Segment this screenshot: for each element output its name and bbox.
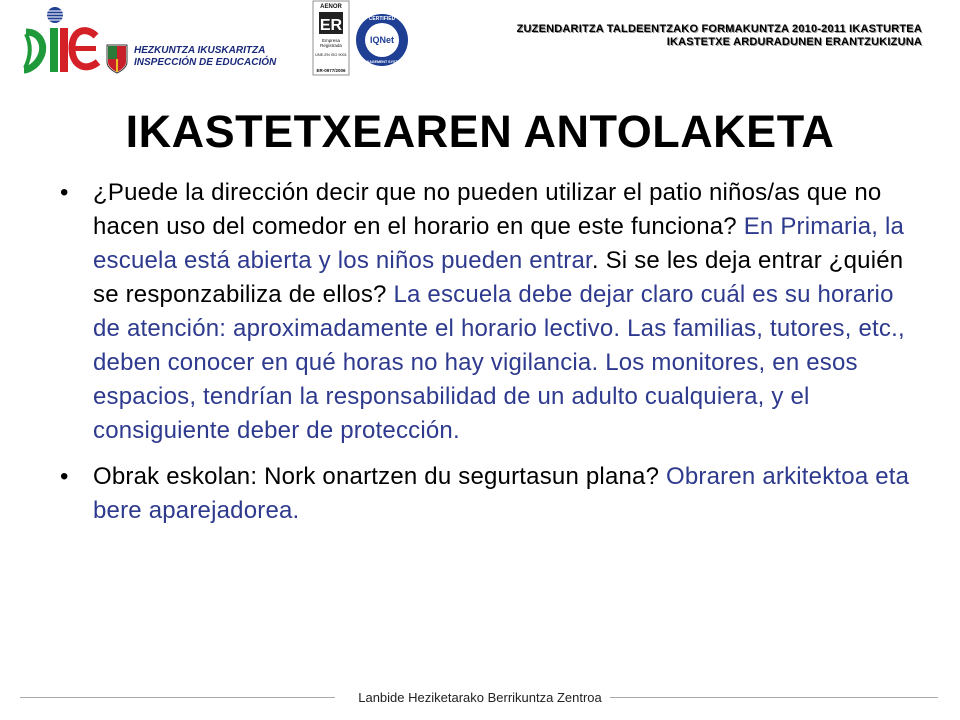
bullet-item-2	[60, 460, 910, 528]
inspection-line-1: HEZKUNTZA IKUSKARITZA	[134, 45, 266, 56]
question-text: ¿Puede la dirección decir que no pueden utilizar el patio niños/as que no hacen uso del comedor en el horario en que este funciona?	[93, 179, 882, 240]
page-title: IKASTETXEAREN ANTOLAKETA	[125, 106, 835, 157]
empresa-text-2: Registrada	[320, 43, 342, 48]
education-logo	[22, 6, 102, 82]
aenor-text: AENOR	[320, 4, 342, 10]
une-text: UNE-EN ISO 9001	[315, 53, 347, 57]
answer-text: Obraren arkitektoa eta bere aparejadorea.	[93, 463, 910, 524]
iqnet-text: IQNet	[369, 35, 395, 45]
inspection-line-2: INSPECCIÓN DE EDUCACIÓN	[134, 57, 277, 68]
bullet-dot-icon: •	[60, 463, 69, 490]
question-text: . Si se les deja entrar ¿quién se responzabiliza de ellos?	[93, 247, 904, 308]
course-header-line-1: ZUZENDARITZA TALDEENTZAKO FORMAKUNTZA 2010-2011 IKASTURTEA	[516, 23, 922, 35]
course-header-line-2: IKASTETXE ARDURADUNEN ERANTZUKIZUNA	[666, 36, 922, 48]
empresa-text-1: Empresa	[321, 38, 341, 43]
course-header	[517, 23, 922, 49]
bullet-item-1	[60, 176, 910, 448]
bullet-dot-icon: •	[60, 179, 69, 206]
question-text: Obrak eskolan: Nork onartzen du segurtasun plana?	[93, 463, 667, 490]
management-system-text: MANAGEMENT SYSTEM	[361, 60, 403, 64]
inspection-label	[134, 45, 276, 69]
cert-code: ER-0977/2006	[316, 68, 346, 73]
answer-text: En Primaria, la escuela está abierta y los niños pueden entrar	[93, 213, 905, 274]
answer-text: La escuela debe dejar claro cuál es su horario de atención: aproximadamente el horario lectivo. Las familias, tutores, etc., deben conocer en qué horas no hay vigilancia. Los monitores, en esos espacios, tendrían la responsabilidad de un adulto cualquiera, y el consiguiente deber de protección.	[93, 281, 905, 444]
shield-icon	[106, 44, 128, 74]
certification-logos	[312, 0, 412, 78]
bullet-list	[60, 176, 910, 528]
er-mark: ER	[319, 17, 343, 34]
footer-label: Lanbide Heziketarako Berrikuntza Zentroa	[358, 690, 602, 705]
certified-text: CERTIFIED	[368, 16, 396, 22]
